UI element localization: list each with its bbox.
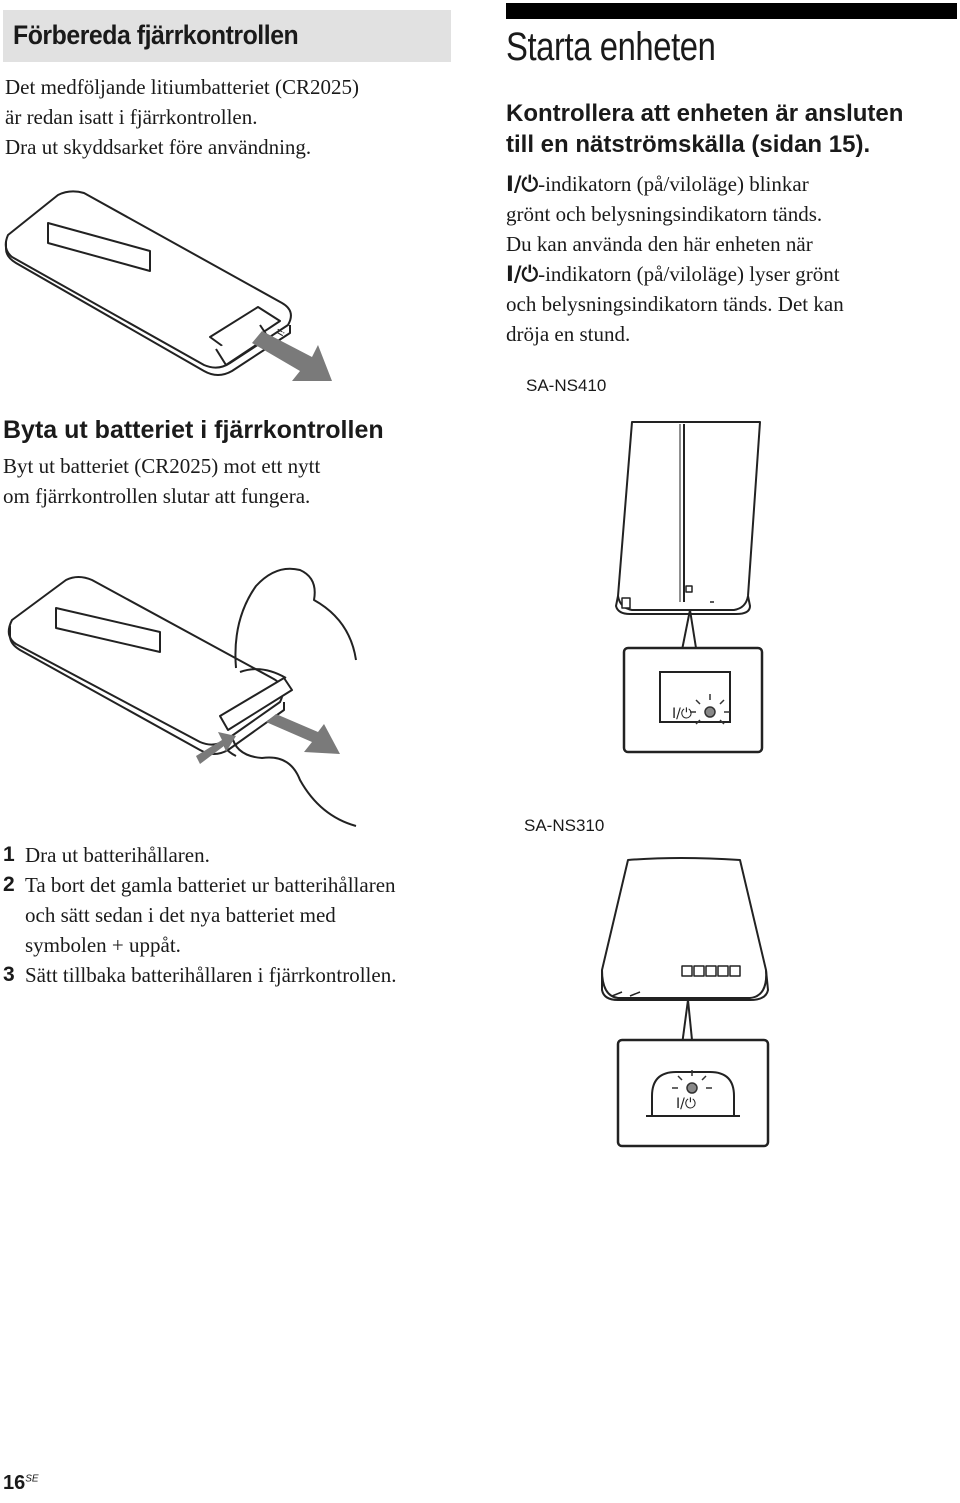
instruction-line: Kontrollera att enheten är ansluten [506, 100, 904, 127]
step-text: och sätt sedan i det nya batteriet med [25, 903, 336, 927]
battery-section-title: Byta ut batteriet i fjärrkontrollen [3, 416, 384, 444]
indicator-description [506, 169, 844, 349]
step-text: Dra ut batterihållaren. [25, 843, 210, 867]
battery-text-line: om fjärrkontrollen slutar att fungera. [3, 484, 311, 508]
remote-mark-label: I! [274, 327, 288, 339]
speaker-ns410-illustration [600, 410, 800, 770]
step-item [3, 840, 473, 870]
model-label-ns310: SA-NS310 [524, 816, 605, 835]
step-text: symbolen + uppåt. [25, 933, 181, 957]
desc-text: Du kan använda den här enheten när [506, 232, 813, 256]
remote-section-title: Förbereda fjärrkontrollen [13, 20, 299, 50]
power-standby-icon: I/⏻ [506, 172, 539, 196]
remote-section-text [5, 72, 359, 162]
page-locale-suffix: SE [25, 1473, 39, 1485]
battery-text-line: Byt ut batteriet (CR2025) mot ett nytt [3, 454, 321, 478]
remote-text-line: Dra ut skyddsarket före användning. [5, 135, 312, 159]
model-label-ns410: SA-NS410 [526, 376, 607, 395]
step-item [3, 960, 473, 990]
pull-arrow-icon [252, 331, 332, 381]
remote-text-line: är redan isatt i fjärrkontrollen. [5, 105, 258, 129]
page-number [3, 1472, 39, 1495]
desc-text: och belysningsindikatorn tänds. Det kan [506, 292, 844, 316]
section-top-bar [506, 3, 957, 19]
remote-text-line: Det medföljande litiumbatteriet (CR2025) [5, 75, 359, 99]
desc-text: -indikatorn (på/viloläge) lyser grönt [538, 262, 840, 286]
speaker-ns310-illustration [590, 850, 790, 1150]
instruction-line: till en nätströmskälla (sidan 15). [506, 131, 871, 158]
page-title: Starta enheten [506, 25, 716, 69]
power-switch-label: I/⏻ [676, 1096, 696, 1112]
step-text: Sätt tillbaka batterihållaren i fjärrkontrollen. [25, 963, 397, 987]
remote-pull-sheet-illustration [0, 175, 345, 390]
desc-text: grönt och belysningsindikatorn tänds. [506, 202, 823, 226]
power-switch-label: I/⏻ [672, 706, 692, 722]
step-number: 2 [3, 873, 15, 896]
slide-arrow-icon [266, 714, 340, 754]
page-number-value: 16 [3, 1472, 26, 1494]
instruction-heading [506, 98, 903, 160]
power-standby-icon: I/⏻ [506, 262, 539, 286]
remote-battery-illustration [0, 560, 370, 835]
step-item [3, 870, 473, 960]
step-text: Ta bort det gamla batteriet ur batterihållaren [25, 873, 396, 897]
desc-text: -indikatorn (på/viloläge) blinkar [538, 172, 809, 196]
step-number: 1 [3, 843, 15, 866]
desc-text: dröja en stund. [506, 322, 631, 346]
steps-list [3, 840, 473, 990]
remote-section-header [3, 10, 451, 62]
step-number: 3 [3, 963, 15, 986]
battery-section-text [3, 451, 320, 511]
